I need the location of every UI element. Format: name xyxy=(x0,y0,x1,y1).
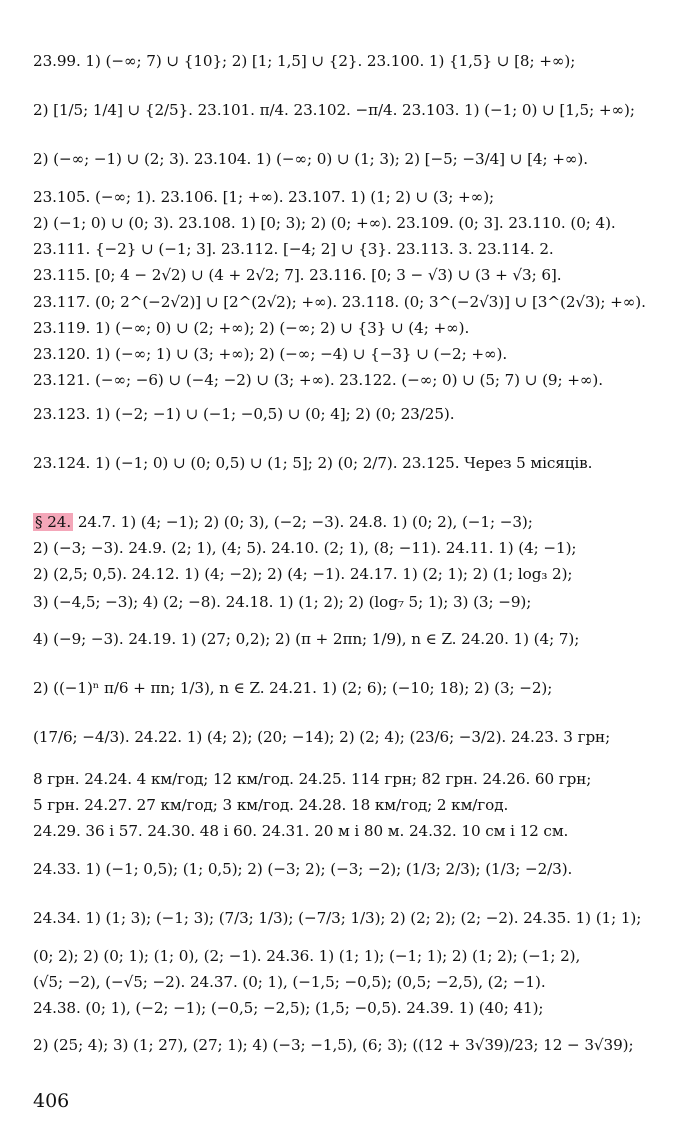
answer-line: 23.121. (−∞; −6) ∪ (−4; −2) ∪ (3; +∞). 23.122. (−∞; 0) ∪ (5; 7) ∪ (9; +∞). xyxy=(33,371,603,389)
answer-line: 2) (−1; 0) ∪ (0; 3). 23.108. 1) [0; 3); 2) (0; +∞). 23.109. (0; 3]. 23.110. (0; 4). xyxy=(33,214,616,232)
answer-line: 2) (−3; −3). 24.9. (2; 1), (4; 5). 24.10. (2; 1), (8; −11). 24.11. 1) (4; −1); xyxy=(33,539,577,557)
answer-line: 23.119. 1) (−∞; 0) ∪ (2; +∞); 2) (−∞; 2) ∪ {3} ∪ (4; +∞). xyxy=(33,319,470,337)
answer-line: 3) (−4,5; −3); 4) (2; −8). 24.18. 1) (1; 2); 2) (log₇ 5; 1); 3) (3; −9); xyxy=(33,593,532,611)
answer-line: 4) (−9; −3). 24.19. 1) (27; 0,2); 2) (π + 2πn; 1/9), n ∈ Z. 24.20. 1) (4; 7); xyxy=(33,630,580,648)
answer-line: 23.124. 1) (−1; 0) ∪ (0; 0,5) ∪ (1; 5]; 2) (0; 2/7). 23.125. Через 5 місяців. xyxy=(33,454,593,472)
answer-line: 2) ((−1)ⁿ π/6 + πn; 1/3), n ∈ Z. 24.21. 1) (2; 6); (−10; 18); 2) (3; −2); xyxy=(33,679,553,697)
answer-line: (17/6; −4/3). 24.22. 1) (4; 2); (20; −14); 2) (2; 4); (23/6; −3/2). 24.23. 3 грн; xyxy=(33,728,611,746)
answer-line: 23.111. {−2} ∪ (−1; 3]. 23.112. [−4; 2] ∪ {3}. 23.113. 3. 23.114. 2. xyxy=(33,240,554,258)
answer-line: 23.117. (0; 2^(−2√2)] ∪ [2^(2√2); +∞). 23.118. (0; 3^(−2√3)] ∪ [3^(2√3); +∞). xyxy=(33,293,646,311)
answer-line: 2) (−∞; −1) ∪ (2; 3). 23.104. 1) (−∞; 0) ∪ (1; 3); 2) [−5; −3/4] ∪ [4; +∞). xyxy=(33,150,588,168)
answer-line: 23.115. [0; 4 − 2√2) ∪ (4 + 2√2; 7]. 23.116. [0; 3 − √3) ∪ (3 + √3; 6]. xyxy=(33,266,562,284)
answer-line: 24.33. 1) (−1; 0,5); (1; 0,5); 2) (−3; 2); (−3; −2); (1/3; 2/3); (1/3; −2/3). xyxy=(33,860,573,878)
answer-line: 24.7. 1) (4; −1); 2) (0; 3), (−2; −3). 24.8. 1) (0; 2), (−1; −3); xyxy=(77,513,533,531)
section-line xyxy=(33,513,659,531)
answer-line: 23.123. 1) (−2; −1) ∪ (−1; −0,5) ∪ (0; 4]; 2) (0; 23/25). xyxy=(33,405,455,423)
answer-line: 2) (2,5; 0,5). 24.12. 1) (4; −2); 2) (4; −1). 24.17. 1) (2; 1); 2) (1; log₃ 2); xyxy=(33,565,573,583)
answer-line: 2) [1/5; 1/4] ∪ {2/5}. 23.101. π/4. 23.102. −π/4. 23.103. 1) (−1; 0) ∪ [1,5; +∞); xyxy=(33,101,635,119)
answer-line: 24.38. (0; 1), (−2; −1); (−0,5; −2,5); (1,5; −0,5). 24.39. 1) (40; 41); xyxy=(33,999,544,1017)
answer-line: 8 грн. 24.24. 4 км/год; 12 км/год. 24.25. 114 грн; 82 грн. 24.26. 60 грн; xyxy=(33,770,592,788)
answer-line: 24.34. 1) (1; 3); (−1; 3); (7/3; 1/3); (−7/3; 1/3); 2) (2; 2); (2; −2). 24.35. 1) (1; 1); xyxy=(33,909,642,927)
answer-line: (√5; −2), (−√5; −2). 24.37. (0; 1), (−1,5; −0,5); (0,5; −2,5), (2; −1). xyxy=(33,973,546,991)
answer-line: 23.99. 1) (−∞; 7) ∪ {10}; 2) [1; 1,5] ∪ {2}. 23.100. 1) {1,5} ∪ [8; +∞); xyxy=(33,52,576,70)
answer-line: 2) (25; 4); 3) (1; 27), (27; 1); 4) (−3; −1,5), (6; 3); ((12 + 3√39)/23; 12 − 3√39); xyxy=(33,1036,634,1054)
answer-line: 23.120. 1) (−∞; 1) ∪ (3; +∞); 2) (−∞; −4) ∪ {−3} ∪ (−2; +∞). xyxy=(33,345,508,363)
answer-line: 5 грн. 24.27. 27 км/год; 3 км/год. 24.28. 18 км/год; 2 км/год. xyxy=(33,796,509,814)
answer-line: (0; 2); 2) (0; 1); (1; 0), (2; −1). 24.36. 1) (1; 1); (−1; 1); 2) (1; 2); (−1; 2), xyxy=(33,947,581,965)
page-number: 406 xyxy=(33,1090,70,1112)
answer-line: 23.105. (−∞; 1). 23.106. [1; +∞). 23.107. 1) (1; 2) ∪ (3; +∞); xyxy=(33,188,495,206)
section-24-highlight: § 24. xyxy=(35,513,72,531)
answer-line: 24.29. 36 і 57. 24.30. 48 і 60. 24.31. 20 м і 80 м. 24.32. 10 см і 12 см. xyxy=(33,822,569,840)
